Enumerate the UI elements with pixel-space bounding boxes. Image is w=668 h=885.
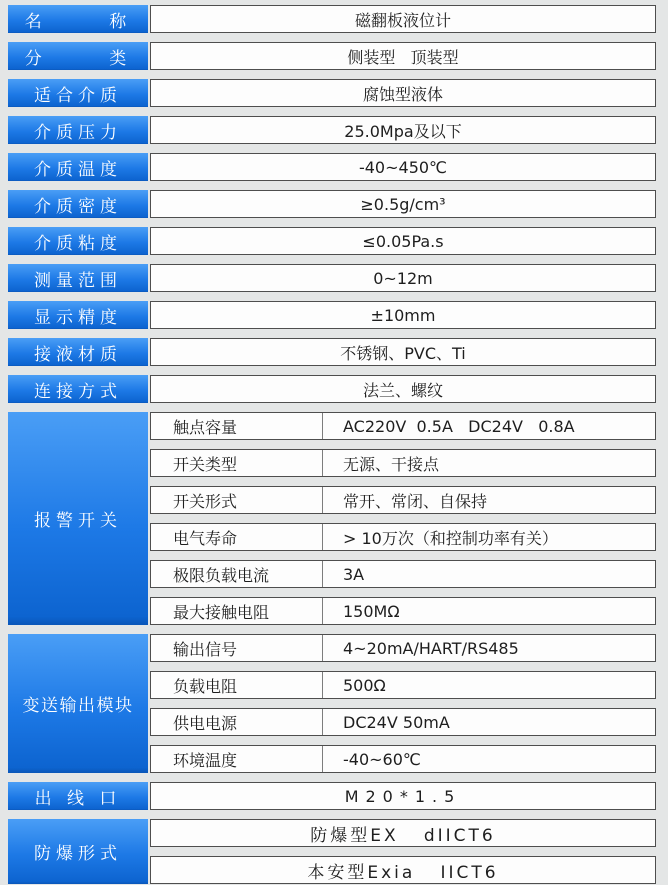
sub-row-value-text: 无源、干接点 [343, 454, 440, 474]
sub-row [150, 671, 656, 699]
sub-row [150, 486, 656, 514]
row-label-text: 介质温度 [34, 159, 122, 180]
sub-row-value-text: > 10万次（和控制功率有关） [343, 528, 558, 548]
row-value [150, 79, 656, 107]
spec-row [8, 42, 656, 70]
sub-row-value-text: 500Ω [343, 675, 386, 695]
spec-row [8, 375, 656, 403]
sub-row [150, 412, 656, 440]
full-value-text: 防爆型EX dIICT6 [310, 825, 496, 846]
sub-row-value [323, 672, 655, 698]
row-label-text: 适合介质 [34, 85, 122, 106]
sub-row-label [151, 487, 323, 513]
row-value-text: 法兰、螺纹 [362, 380, 443, 400]
sub-row [150, 745, 656, 773]
sub-row-value-text: AC220V 0.5A DC24V 0.8A [343, 416, 575, 436]
group-label [8, 819, 148, 884]
sub-row-label-text: 开关形式 [173, 491, 238, 511]
sub-row-value [323, 709, 655, 735]
row-label [8, 264, 148, 292]
sub-row-value-text: 150MΩ [343, 601, 400, 621]
sub-row [150, 449, 656, 477]
row-value [150, 375, 656, 403]
row-value-text: ≤0.05Pa.s [362, 231, 444, 251]
row-label [8, 338, 148, 366]
spec-row [8, 5, 656, 33]
sub-row-value-text: 3A [343, 564, 365, 584]
sub-row-value [323, 635, 655, 661]
sub-row-label [151, 598, 323, 624]
sub-row-label-text: 环境温度 [173, 750, 238, 770]
row-value [150, 153, 656, 181]
sub-row [150, 634, 656, 662]
row-value [150, 42, 656, 70]
row-label-text: 分 类 [24, 48, 132, 69]
row-value [150, 264, 656, 292]
row-label-text: 显示精度 [34, 307, 122, 328]
sub-row-label-text: 供电电源 [173, 713, 238, 733]
sub-row-label [151, 672, 323, 698]
row-label [8, 782, 148, 810]
spec-group [8, 819, 656, 884]
group-label-text: 报警开关 [34, 511, 122, 531]
row-label [8, 79, 148, 107]
row-label-text: 名 称 [24, 11, 132, 32]
sub-row [150, 708, 656, 736]
row-value-text: -40~450℃ [358, 157, 448, 177]
spec-group [8, 634, 656, 773]
sub-row-label [151, 561, 323, 587]
row-value-text: 侧装型 顶装型 [347, 47, 459, 67]
spec-row [8, 782, 656, 810]
row-label-text: 介质压力 [34, 122, 122, 143]
group-items [150, 819, 656, 884]
sub-row-label [151, 450, 323, 476]
row-value-text: M20*1.5 [344, 786, 462, 806]
sub-row-value-text: -40~60℃ [343, 749, 421, 769]
row-label-text: 介质密度 [34, 196, 122, 217]
row-label [8, 301, 148, 329]
group-label-text: 变送输出模块 [22, 696, 134, 716]
row-label-text: 测量范围 [34, 270, 122, 291]
row-label [8, 116, 148, 144]
spec-row [8, 79, 656, 107]
row-value [150, 5, 656, 33]
row-value-text: ≥0.5g/cm³ [360, 194, 446, 214]
sub-row-label [151, 524, 323, 550]
sub-row-value-text: 4~20mA/HART/RS485 [343, 638, 519, 658]
spec-row [8, 190, 656, 218]
row-label-text: 介质粘度 [34, 233, 122, 254]
sub-row-value [323, 413, 655, 439]
group-label-text: 防爆形式 [34, 844, 122, 864]
row-value [150, 782, 656, 810]
row-value [150, 227, 656, 255]
row-value-text: 磁翻板液位计 [354, 10, 451, 30]
row-value [150, 338, 656, 366]
sub-row-value-text: DC24V 50mA [343, 712, 450, 732]
sub-row-label [151, 746, 323, 772]
sub-row-label [151, 413, 323, 439]
spec-row [8, 116, 656, 144]
row-label [8, 42, 148, 70]
row-label [8, 190, 148, 218]
row-value-text: 不锈钢、PVC、Ti [340, 343, 466, 363]
spec-row [8, 153, 656, 181]
sub-row-label-text: 最大接触电阻 [173, 602, 270, 622]
row-value [150, 116, 656, 144]
sub-row-value [323, 746, 655, 772]
sub-row-label-text: 极限负载电流 [173, 565, 270, 585]
row-label-text: 接液材质 [34, 344, 122, 365]
spec-row [8, 301, 656, 329]
sub-row-label-text: 负载电阻 [173, 676, 238, 696]
sub-row-value [323, 561, 655, 587]
sub-row-label-text: 电气寿命 [173, 528, 238, 548]
sub-row-value [323, 487, 655, 513]
sub-row-label-text: 输出信号 [173, 639, 238, 659]
spec-row [8, 264, 656, 292]
sub-row-label-text: 开关类型 [173, 454, 238, 474]
sub-row-label [151, 709, 323, 735]
full-value-cell [150, 819, 656, 847]
row-value-text: 25.0Mpa及以下 [344, 121, 462, 141]
sub-row [150, 597, 656, 625]
sub-row [150, 560, 656, 588]
group-items [150, 634, 656, 773]
group-label [8, 634, 148, 773]
row-value [150, 301, 656, 329]
sub-row-value [323, 598, 655, 624]
full-value-cell [150, 856, 656, 884]
sub-row [150, 523, 656, 551]
spec-row [8, 338, 656, 366]
group-label [8, 412, 148, 625]
row-value-text: 腐蚀型液体 [362, 84, 443, 104]
row-value-text: ±10mm [370, 305, 436, 325]
row-label-text: 出 线 口 [34, 788, 122, 809]
sub-row-label-text: 触点容量 [173, 417, 238, 437]
row-label [8, 227, 148, 255]
sub-row-value [323, 450, 655, 476]
full-value-text: 本安型Exia IICT6 [307, 862, 499, 883]
row-label [8, 375, 148, 403]
row-value [150, 190, 656, 218]
row-value-text: 0~12m [373, 268, 433, 288]
spec-row [8, 227, 656, 255]
group-items [150, 412, 656, 625]
sub-row-value [323, 524, 655, 550]
row-label [8, 5, 148, 33]
sub-row-value-text: 常开、常闭、自保持 [343, 491, 488, 511]
row-label [8, 153, 148, 181]
spec-group [8, 412, 656, 625]
sub-row-label [151, 635, 323, 661]
row-label-text: 连接方式 [34, 381, 122, 402]
